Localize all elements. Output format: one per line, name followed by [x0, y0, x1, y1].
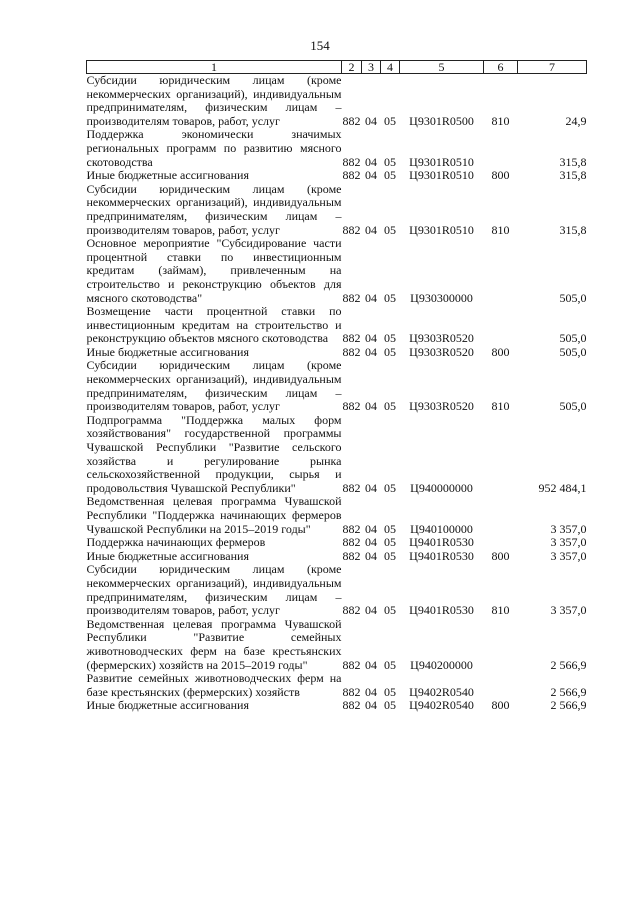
row-code-rz: 04 — [365, 521, 377, 536]
row-amount-cell: 952 484,1 — [538, 480, 587, 495]
row-code-rz: 04 — [365, 113, 377, 128]
row-code-pr: 05 — [384, 684, 396, 699]
row-code-gr: 882 — [342, 480, 361, 495]
row-name-cell: Субсидии юридическим лицам (кроме некоммерческих организаций), индивидуальным предпринимателям, физическим лицам – производителям товаров, работ, услуг — [86, 562, 342, 618]
table-header — [87, 61, 587, 74]
row-code-rz: 04 — [365, 535, 377, 550]
row-code-gr: 882 — [342, 603, 361, 618]
row-amount-cell: 315,8 — [559, 222, 587, 237]
row-code-pr: 05 — [384, 399, 396, 414]
row-name-cell: Иные бюджетные ассигнования — [86, 548, 249, 563]
row-code-gr: 882 — [342, 548, 361, 563]
row-code-gr: 882 — [342, 331, 361, 346]
row-code-gr: 882 — [342, 290, 361, 305]
row-code-gr: 882 — [342, 657, 361, 672]
column-header: 5 — [400, 61, 484, 74]
row-code-rz: 04 — [365, 344, 377, 359]
row-code-gr: 882 — [342, 222, 361, 237]
table-row — [87, 237, 587, 305]
row-code-pr: 05 — [384, 548, 396, 563]
row-code-csr: Ц9303R0520 — [409, 399, 474, 414]
row-name-cell: Субсидии юридическим лицам (кроме некоммерческих организаций), индивидуальным предпринимателям, физическим лицам – производителям товаров, работ, услуг — [86, 181, 342, 237]
row-code-pr: 05 — [384, 290, 396, 305]
column-header: 3 — [362, 61, 381, 74]
row-code-rz: 04 — [365, 222, 377, 237]
row-code-vr: 810 — [491, 113, 510, 128]
row-code-gr: 882 — [342, 113, 361, 128]
row-code-csr: Ц9301R0510 — [409, 168, 474, 183]
row-code-csr: Ц9401R0530 — [409, 548, 474, 563]
row-code-pr: 05 — [384, 154, 396, 169]
row-amount-cell: 505,0 — [559, 290, 587, 305]
row-code-pr: 05 — [384, 535, 396, 550]
row-code-csr: Ц9303R0520 — [409, 344, 474, 359]
row-code-pr: 05 — [384, 698, 396, 713]
row-code-rz: 04 — [365, 480, 377, 495]
row-name-cell: Субсидии юридическим лицам (кроме некоммерческих организаций), индивидуальным предпринимателям, физическим лицам – производителям товаров, работ, услуг — [86, 358, 342, 414]
row-name-cell: Субсидии юридическим лицам (кроме некоммерческих организаций), индивидуальным предпринимателям, физическим лицам – производителям товаров, работ, услуг — [86, 73, 342, 128]
row-code-pr: 05 — [384, 222, 396, 237]
row-code-pr: 05 — [384, 168, 396, 183]
row-code-vr: 800 — [491, 344, 510, 359]
row-name-cell: Развитие семейных животноводческих ферм на базе крестьянских (фермерских) хозяйств — [86, 671, 342, 699]
row-code-pr: 05 — [384, 657, 396, 672]
row-code-vr — [484, 414, 518, 496]
row-code-csr: Ц9301R0510 — [409, 154, 474, 169]
row-code-vr: 800 — [491, 698, 510, 713]
row-amount-cell: 2 566,9 — [550, 684, 587, 699]
row-code-rz: 04 — [365, 684, 377, 699]
table-row — [87, 563, 587, 617]
column-header: 1 — [87, 61, 342, 74]
row-name-cell: Ведомственная целевая программа Чувашской Республики "Поддержка начинающих фермеров Чувашской Республики на 2015–2019 годы" — [86, 494, 342, 536]
table-row — [87, 699, 587, 713]
row-code-vr — [484, 618, 518, 672]
row-code-vr — [484, 672, 518, 699]
table-row — [87, 550, 587, 564]
row-code-gr: 882 — [342, 154, 361, 169]
table-row — [87, 346, 587, 360]
row-code-vr: 810 — [491, 399, 510, 414]
table-row — [87, 536, 587, 550]
row-amount-cell: 3 357,0 — [550, 521, 587, 536]
row-code-vr: 810 — [491, 603, 510, 618]
row-name-cell: Основное мероприятие "Субсидирование части процентной ставки по инвестиционным кредитам (займам), привлеченным на строительство и реконструкцию объектов для мясного скотоводства" — [86, 236, 342, 305]
row-code-gr: 882 — [342, 698, 361, 713]
row-code-csr: Ц9401R0530 — [409, 603, 474, 618]
table-row — [87, 305, 587, 346]
row-amount-cell: 505,0 — [559, 344, 587, 359]
row-code-csr: Ц9303R0520 — [409, 331, 474, 346]
row-code-csr: Ц9401R0530 — [409, 535, 474, 550]
row-name-cell: Ведомственная целевая программа Чувашской Республики "Развитие семейных животноводческих ферм на базе крестьянских (фермерских) хозяйств на 2015–2019 годы" — [86, 616, 342, 672]
row-code-rz: 04 — [365, 290, 377, 305]
budget-table — [86, 60, 587, 713]
row-amount-cell: 3 357,0 — [550, 548, 587, 563]
row-amount-cell: 2 566,9 — [550, 698, 587, 713]
row-code-rz: 04 — [365, 657, 377, 672]
row-code-pr: 05 — [384, 344, 396, 359]
row-code-csr: Ц9301R0500 — [409, 113, 474, 128]
row-amount-cell: 315,8 — [559, 168, 587, 183]
row-code-vr — [484, 495, 518, 536]
row-code-vr: 800 — [491, 168, 510, 183]
table-row — [87, 495, 587, 536]
row-code-rz: 04 — [365, 399, 377, 414]
row-name-cell: Подпрограмма "Поддержка малых форм хозяйствования" государственной программы Чувашской Республики "Развитие сельского хозяйства и регулирование рынка сельскохозяйственной продукции, сырья и продовольствия Чувашской Республики" — [86, 412, 342, 495]
row-code-pr: 05 — [384, 521, 396, 536]
row-code-vr — [484, 305, 518, 346]
row-code-vr: 800 — [491, 548, 510, 563]
row-name-cell: Иные бюджетные ассигнования — [86, 168, 249, 183]
row-code-csr: Ц940000000 — [410, 480, 473, 495]
row-amount-cell: 505,0 — [559, 331, 587, 346]
row-code-gr: 882 — [342, 521, 361, 536]
table-body — [87, 74, 587, 713]
row-code-pr: 05 — [384, 603, 396, 618]
row-code-rz: 04 — [365, 154, 377, 169]
row-code-gr: 882 — [342, 684, 361, 699]
table-row — [87, 128, 587, 169]
row-code-rz: 04 — [365, 331, 377, 346]
table-row — [87, 618, 587, 672]
row-code-csr: Ц9301R0510 — [409, 222, 474, 237]
row-amount-cell: 24,9 — [565, 113, 587, 128]
row-code-vr — [484, 237, 518, 305]
row-name-cell: Иные бюджетные ассигнования — [86, 344, 249, 359]
row-code-rz: 04 — [365, 698, 377, 713]
row-amount-cell: 505,0 — [559, 399, 587, 414]
row-code-vr — [484, 128, 518, 169]
row-amount-cell: 3 357,0 — [550, 535, 587, 550]
row-code-csr: Ц940200000 — [410, 657, 473, 672]
row-code-pr: 05 — [384, 331, 396, 346]
row-name-cell: Возмещение части процентной ставки по инвестиционным кредитам на строительство и реконструкцию объектов мясного скотоводства — [86, 304, 342, 346]
row-code-gr: 882 — [342, 535, 361, 550]
row-code-gr: 882 — [342, 399, 361, 414]
column-header: 6 — [484, 61, 518, 74]
row-code-vr: 810 — [491, 222, 510, 237]
row-code-csr: Ц940100000 — [410, 521, 473, 536]
row-amount-cell: 2 566,9 — [550, 657, 587, 672]
row-code-vr — [484, 536, 518, 550]
row-code-csr: Ц9402R0540 — [409, 698, 474, 713]
table-row — [87, 74, 587, 129]
row-name-cell: Поддержка экономически значимых региональных программ по развитию мясного скотоводства — [86, 127, 342, 169]
table-row — [87, 414, 587, 496]
row-amount-cell: 315,8 — [559, 154, 587, 169]
column-header: 7 — [518, 61, 587, 74]
page-number: 154 — [310, 38, 330, 53]
row-code-gr: 882 — [342, 344, 361, 359]
row-code-csr: Ц9402R0540 — [409, 684, 474, 699]
column-header: 4 — [381, 61, 400, 74]
table-row — [87, 672, 587, 699]
table-row — [87, 183, 587, 237]
row-code-pr: 05 — [384, 480, 396, 495]
column-header: 2 — [342, 61, 362, 74]
row-code-pr: 05 — [384, 113, 396, 128]
row-code-rz: 04 — [365, 168, 377, 183]
row-code-rz: 04 — [365, 603, 377, 618]
row-code-gr: 882 — [342, 168, 361, 183]
row-code-csr: Ц930300000 — [410, 290, 473, 305]
row-code-rz: 04 — [365, 548, 377, 563]
row-amount-cell: 3 357,0 — [550, 603, 587, 618]
row-name-cell: Иные бюджетные ассигнования — [86, 698, 249, 713]
row-name-cell: Поддержка начинающих фермеров — [86, 535, 266, 550]
table-row — [87, 169, 587, 183]
table-row — [87, 359, 587, 413]
